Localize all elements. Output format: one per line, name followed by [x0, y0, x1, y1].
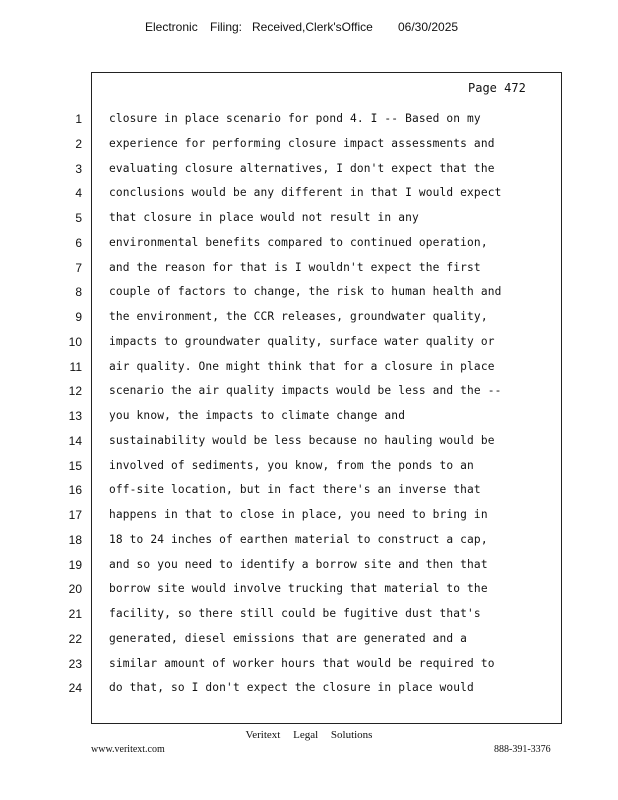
line-text: experience for performing closure impact assessments and	[109, 136, 495, 150]
line-number: 24	[68, 681, 82, 696]
line-number: 8	[75, 285, 82, 300]
header-electronic: Electronic	[145, 20, 198, 34]
transcript-line	[0, 580, 618, 605]
line-text: off-site location, but in fact there's an inverse that	[109, 483, 481, 497]
line-text: and the reason for that is I wouldn't expect the first	[109, 260, 481, 274]
transcript-line	[0, 679, 618, 704]
line-text: sustainability would be less because no hauling would be	[109, 433, 495, 447]
transcript-line	[0, 407, 618, 432]
transcript-line	[0, 358, 618, 383]
line-number: 17	[68, 508, 82, 522]
transcript-line	[0, 556, 618, 581]
line-number: 14	[68, 433, 82, 448]
footer-company-word-3: Solutions	[330, 729, 373, 741]
transcript-line	[0, 531, 618, 556]
line-number: 3	[75, 161, 82, 176]
transcript-lines	[0, 110, 618, 704]
transcript-line	[0, 135, 618, 160]
transcript-line	[0, 283, 618, 308]
line-text: 18 to 24 inches of earthen material to construct a cap,	[109, 532, 488, 546]
line-number: 6	[75, 235, 82, 250]
line-number: 15	[68, 458, 82, 473]
line-text: borrow site would involve trucking that material to the	[109, 582, 488, 596]
line-text: couple of factors to change, the risk to human health and	[109, 285, 502, 299]
line-number: 16	[68, 483, 82, 498]
transcript-line	[0, 184, 618, 209]
transcript-line	[0, 209, 618, 234]
line-number: 5	[75, 211, 82, 225]
page-number: Page 472	[468, 81, 526, 95]
line-number: 12	[68, 384, 82, 399]
line-number: 23	[68, 656, 82, 671]
line-number: 19	[68, 557, 82, 572]
line-number: 4	[75, 186, 82, 201]
line-number: 10	[68, 334, 82, 349]
transcript-line	[0, 308, 618, 333]
line-text: you know, the impacts to climate change and	[109, 409, 406, 422]
line-text: similar amount of worker hours that would be required to	[109, 656, 495, 670]
line-number: 1	[75, 112, 82, 126]
line-number: 21	[68, 607, 82, 621]
footer-website: www.veritext.com	[91, 744, 165, 755]
line-text: evaluating closure alternatives, I don't expect that the	[109, 161, 495, 175]
line-text: closure in place scenario for pond 4. I -- Based on my	[109, 112, 481, 125]
header-received: Received,Clerk'sOffice	[252, 20, 373, 34]
line-text: scenario the air quality impacts would be less and the --	[109, 384, 502, 398]
header-filing: Filing:	[210, 20, 243, 34]
line-text: the environment, the CCR releases, groundwater quality,	[109, 310, 488, 323]
line-text: involved of sediments, you know, from the ponds to an	[109, 458, 474, 472]
line-text: do that, so I don't expect the closure in place would	[109, 681, 474, 695]
footer-company	[0, 729, 618, 741]
line-number: 11	[69, 359, 82, 374]
transcript-line	[0, 382, 618, 407]
transcript-line	[0, 506, 618, 531]
line-number: 2	[75, 136, 82, 151]
transcript-line	[0, 655, 618, 680]
line-number: 18	[68, 532, 82, 547]
header-date: 06/30/2025	[398, 20, 459, 34]
transcript-line	[0, 630, 618, 655]
footer-company-word-1: Veritext	[245, 729, 281, 741]
transcript-line	[0, 234, 618, 259]
line-number: 20	[68, 582, 82, 597]
transcript-line	[0, 333, 618, 358]
transcript-line	[0, 110, 618, 135]
line-text: and so you need to identify a borrow site and then that	[109, 557, 488, 571]
line-text: facility, so there still could be fugitive dust that's	[109, 607, 481, 620]
line-text: conclusions would be any different in that I would expect	[109, 186, 502, 200]
line-text: that closure in place would not result in any	[109, 211, 419, 224]
line-number: 13	[68, 409, 82, 423]
filing-header	[0, 20, 618, 38]
footer-company-word-2: Legal	[293, 729, 319, 741]
line-text: happens in that to close in place, you need to bring in	[109, 508, 488, 521]
line-number: 9	[75, 310, 82, 324]
footer-phone: 888-391-3376	[494, 744, 551, 755]
line-text: air quality. One might think that for a closure in place	[109, 359, 495, 373]
line-text: impacts to groundwater quality, surface water quality or	[109, 334, 495, 348]
transcript-line	[0, 432, 618, 457]
line-text: environmental benefits compared to continued operation,	[109, 235, 488, 249]
line-number: 7	[75, 260, 82, 275]
transcript-line	[0, 481, 618, 506]
transcript-line	[0, 160, 618, 185]
transcript-line	[0, 259, 618, 284]
transcript-line	[0, 457, 618, 482]
transcript-line	[0, 605, 618, 630]
line-number: 22	[68, 631, 82, 646]
line-text: generated, diesel emissions that are generated and a	[109, 631, 468, 645]
